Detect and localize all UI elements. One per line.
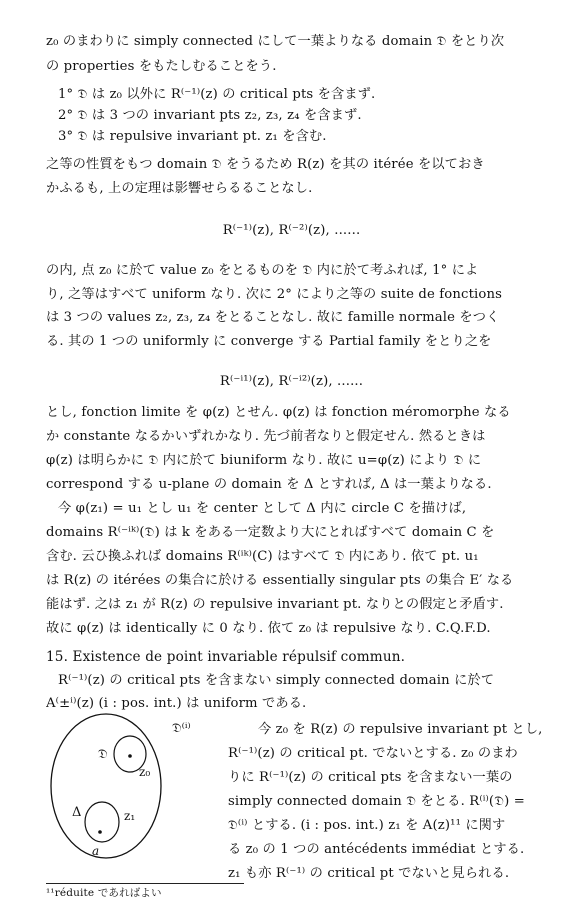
text-line-2: の properties をもたしむることをう. xyxy=(46,59,277,74)
label-D-outer: 𝔇⁽ⁱ⁾ xyxy=(172,721,191,736)
text-line-10: か constante なるかいずれかなり. 先づ前者なりと假定せん. 然るときは xyxy=(46,429,486,444)
text-line-20: A⁽±ⁱ⁾(z) (i : pos. int.) は uniform である. xyxy=(46,696,307,711)
list-item-1: 1° 𝔇 は z₀ 以外に R⁽⁻¹⁾(z) の critical pts を含まず. xyxy=(58,87,376,102)
label-D-inner: 𝔇 xyxy=(98,747,108,762)
section-heading: 15. Existence de point invariable répulsif commun. xyxy=(46,649,406,665)
outer-domain-ellipse xyxy=(51,714,161,858)
text-line-27: z₁ も亦 R⁽⁻¹⁾ の critical pt でないと見られる. xyxy=(228,866,510,881)
label-z0: z₀ xyxy=(139,765,151,779)
text-line-18: 故に φ(z) は identically に 0 なり. 依て z₀ は repulsive なり. C.Q.F.D. xyxy=(46,621,491,636)
display-formula-2: R⁽⁻ⁱ¹⁾(z), R⁽⁻ⁱ²⁾(z), ...... xyxy=(219,374,364,389)
footnote: ¹¹réduite であればよい xyxy=(46,887,162,899)
text-line-6: り, 之等はすべて uniform なり. 次に 2° により之等の suite de fonctions xyxy=(46,287,503,302)
point-a xyxy=(98,830,102,834)
text-line-1: z₀ のまわりに simply connected にして一葉よりなる domain 𝔇 をとり次 xyxy=(46,34,505,49)
text-line-15: 含む. 云ひ換ふれば domains R⁽ⁱᵏ⁾(C) はすべて 𝔇 内にあり. 依て pt. u₁ xyxy=(46,549,479,564)
label-delta: Δ xyxy=(72,805,82,820)
text-line-24: simply connected domain 𝔇 をとる. R⁽ⁱ⁾(𝔇) = xyxy=(228,794,525,809)
label-z1: z₁ xyxy=(124,809,136,823)
text-line-13: 今 φ(z₁) = u₁ とし u₁ を center として Δ 内に circle C を描けば, xyxy=(58,501,467,516)
text-line-21: 今 z₀ を R(z) の repulsive invariant pt とし, xyxy=(258,722,543,737)
text-line-7: は 3 つの values z₂, z₃, z₄ をとることなし. 故に famille normale をつく xyxy=(46,310,500,325)
text-line-9: とし, fonction limite を φ(z) とせん. φ(z) は fonction méromorphe なる xyxy=(46,405,511,420)
text-line-25: 𝔇⁽ⁱ⁾ とする. (i : pos. int.) z₁ を A(z)¹¹ に関す xyxy=(228,818,506,833)
text-line-8: る. 其の 1 つの uniformly に converge する Partial family をとり之を xyxy=(46,334,492,349)
text-line-26: る z₀ の 1 つの antécédents immédiat とする. xyxy=(228,842,525,857)
inner-domain-ellipse-bottom xyxy=(85,802,119,842)
text-line-14: domains R⁽⁻ⁱᵏ⁾(𝔇) は k をある一定数より大にとればすべて domain C を xyxy=(46,525,495,540)
footnote-rule xyxy=(46,883,244,884)
text-line-11: φ(z) は明らかに 𝔇 内に於て biuniform なり. 故に u=φ(z) により 𝔇 に xyxy=(46,453,482,468)
list-item-2: 2° 𝔇 は 3 つの invariant pts z₂, z₃, z₄ を含まず. xyxy=(58,108,362,123)
text-line-3: 之等の性質をもつ domain 𝔇 をうるため R(z) を其の itérée を以ておき xyxy=(46,157,485,172)
text-line-19: R⁽⁻¹⁾(z) の critical pts を含まない simply connected domain に於て xyxy=(58,673,495,688)
label-a: a xyxy=(92,844,100,858)
text-line-22: R⁽⁻¹⁾(z) の critical pt. でないとする. z₀ のまわ xyxy=(228,746,518,761)
text-line-5: の内, 点 z₀ に於て value z₀ をとるものを 𝔇 内に於て考ふれば, 1° によ xyxy=(46,263,479,278)
text-line-4: かふるも, 上の定理は影響せらるることなし. xyxy=(46,181,313,196)
text-line-23: りに R⁽⁻¹⁾(z) の critical pts を含まない一葉の xyxy=(228,770,513,785)
text-line-12: correspond する u-plane の domain を Δ とすれば, Δ は一葉よりなる. xyxy=(46,477,492,492)
point-z0 xyxy=(128,754,132,758)
text-line-17: 能はず. 之は z₁ が R(z) の repulsive invariant pt. なりとの假定と矛盾す. xyxy=(46,597,504,612)
list-item-3: 3° 𝔇 は repulsive invariant pt. z₁ を含む. xyxy=(58,129,327,144)
display-formula-1: R⁽⁻¹⁾(z), R⁽⁻²⁾(z), ...... xyxy=(222,223,361,238)
domain-diagram xyxy=(44,712,222,862)
text-line-16: は R(z) の itérées の集合に於ける essentially singular pts の集合 E′ なる xyxy=(46,573,514,588)
